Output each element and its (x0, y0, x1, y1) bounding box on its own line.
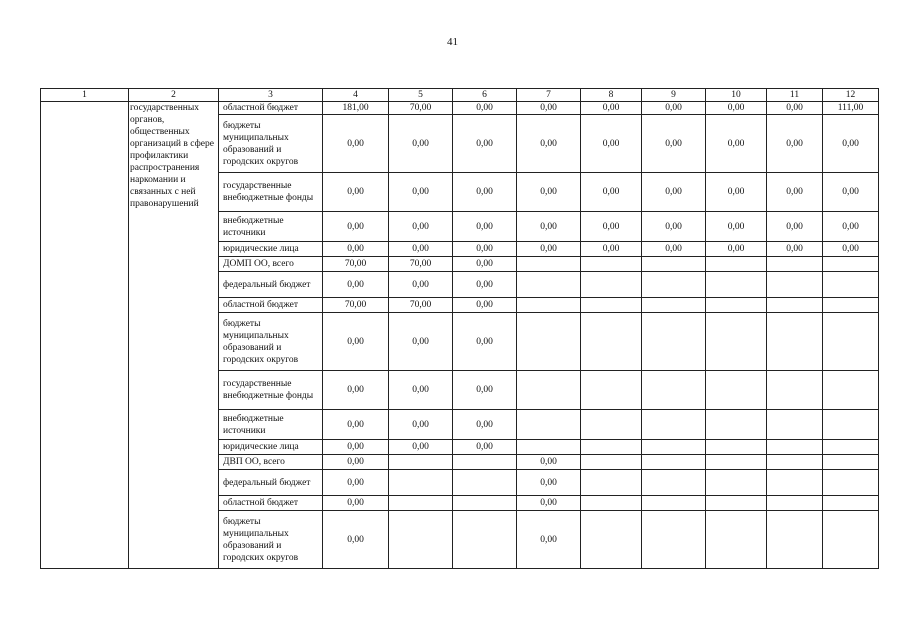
value-cell: 0,00 (323, 212, 389, 242)
value-cell: 111,00 (823, 102, 879, 115)
value-cell: 70,00 (389, 102, 453, 115)
value-cell (767, 440, 823, 455)
column-header: 11 (767, 89, 823, 102)
value-cell: 0,00 (389, 440, 453, 455)
value-cell: 0,00 (323, 455, 389, 470)
value-cell (581, 410, 642, 440)
value-cell (823, 272, 879, 298)
column-header: 2 (129, 89, 219, 102)
value-cell (517, 440, 581, 455)
value-cell (706, 371, 767, 410)
value-cell (823, 496, 879, 511)
value-cell: 0,00 (453, 242, 517, 257)
funding-source-label: областной бюджет (219, 102, 323, 115)
value-cell: 0,00 (823, 173, 879, 212)
value-cell: 0,00 (517, 115, 581, 173)
funding-source-label: государственные внебюджетные фонды (219, 371, 323, 410)
value-cell: 0,00 (581, 212, 642, 242)
value-cell (581, 371, 642, 410)
value-cell (517, 272, 581, 298)
value-cell: 0,00 (823, 115, 879, 173)
value-cell (581, 313, 642, 371)
value-cell: 0,00 (323, 371, 389, 410)
funding-source-label: федеральный бюджет (219, 272, 323, 298)
value-cell: 0,00 (767, 115, 823, 173)
value-cell (642, 371, 706, 410)
funding-source-label: бюджеты муниципальных образований и городских округов (219, 115, 323, 173)
header-row (41, 89, 879, 102)
value-cell: 0,00 (642, 212, 706, 242)
value-cell: 0,00 (323, 496, 389, 511)
measure-description-cell: государственных органов, общественных организаций в сфере профилактики распространения наркомании и связанных с ней правонарушений (129, 102, 219, 569)
value-cell: 70,00 (323, 298, 389, 313)
value-cell (389, 511, 453, 569)
funding-source-label: государственные внебюджетные фонды (219, 173, 323, 212)
value-cell (581, 511, 642, 569)
value-cell: 0,00 (453, 440, 517, 455)
value-cell: 0,00 (581, 173, 642, 212)
value-cell (767, 410, 823, 440)
value-cell: 0,00 (389, 242, 453, 257)
value-cell (389, 455, 453, 470)
value-cell: 0,00 (323, 511, 389, 569)
column-header: 7 (517, 89, 581, 102)
value-cell (642, 313, 706, 371)
value-cell (823, 371, 879, 410)
value-cell: 0,00 (706, 115, 767, 173)
value-cell: 0,00 (323, 115, 389, 173)
page-number: 41 (447, 36, 458, 48)
value-cell (706, 257, 767, 272)
value-cell: 0,00 (453, 102, 517, 115)
value-cell (767, 371, 823, 410)
value-cell: 0,00 (517, 496, 581, 511)
column-header: 3 (219, 89, 323, 102)
value-cell (767, 272, 823, 298)
value-cell: 181,00 (323, 102, 389, 115)
value-cell: 0,00 (823, 242, 879, 257)
value-cell (823, 257, 879, 272)
table-row (41, 102, 879, 115)
value-cell (706, 313, 767, 371)
funding-source-label: юридические лица (219, 242, 323, 257)
value-cell: 0,00 (517, 102, 581, 115)
value-cell (581, 298, 642, 313)
value-cell: 0,00 (323, 313, 389, 371)
value-cell: 0,00 (453, 410, 517, 440)
value-cell (706, 496, 767, 511)
funding-source-label: бюджеты муниципальных образований и городских округов (219, 511, 323, 569)
value-cell: 0,00 (706, 212, 767, 242)
column-header: 10 (706, 89, 767, 102)
value-cell (823, 410, 879, 440)
funding-source-label: областной бюджет (219, 298, 323, 313)
value-cell (706, 470, 767, 496)
value-cell (642, 298, 706, 313)
value-cell (767, 455, 823, 470)
value-cell (767, 511, 823, 569)
value-cell: 0,00 (323, 173, 389, 212)
value-cell: 0,00 (453, 257, 517, 272)
value-cell: 0,00 (767, 173, 823, 212)
funding-source-label: федеральный бюджет (219, 470, 323, 496)
column-header: 5 (389, 89, 453, 102)
value-cell: 0,00 (581, 115, 642, 173)
value-cell: 0,00 (581, 102, 642, 115)
value-cell (642, 440, 706, 455)
column-1-cell (41, 102, 129, 569)
value-cell: 0,00 (642, 102, 706, 115)
value-cell (389, 470, 453, 496)
value-cell (642, 470, 706, 496)
value-cell: 0,00 (706, 102, 767, 115)
value-cell: 0,00 (581, 242, 642, 257)
value-cell: 0,00 (517, 470, 581, 496)
value-cell (767, 313, 823, 371)
value-cell: 70,00 (389, 257, 453, 272)
value-cell (453, 496, 517, 511)
column-header: 6 (453, 89, 517, 102)
column-header: 1 (41, 89, 129, 102)
column-header: 12 (823, 89, 879, 102)
value-cell: 0,00 (453, 212, 517, 242)
value-cell (581, 440, 642, 455)
funding-source-label: ДВП ОО, всего (219, 455, 323, 470)
value-cell: 0,00 (517, 455, 581, 470)
value-cell (642, 511, 706, 569)
value-cell (642, 257, 706, 272)
value-cell: 0,00 (767, 242, 823, 257)
value-cell (706, 410, 767, 440)
value-cell (642, 272, 706, 298)
value-cell: 0,00 (389, 115, 453, 173)
value-cell: 0,00 (517, 173, 581, 212)
value-cell (823, 440, 879, 455)
value-cell: 0,00 (517, 242, 581, 257)
value-cell: 0,00 (823, 212, 879, 242)
value-cell (767, 470, 823, 496)
column-header: 4 (323, 89, 389, 102)
value-cell: 0,00 (453, 298, 517, 313)
value-cell (642, 496, 706, 511)
value-cell (706, 440, 767, 455)
value-cell (453, 455, 517, 470)
value-cell (642, 455, 706, 470)
value-cell: 0,00 (389, 371, 453, 410)
value-cell: 0,00 (323, 470, 389, 496)
value-cell (517, 257, 581, 272)
funding-source-label: ДОМП ОО, всего (219, 257, 323, 272)
value-cell (767, 298, 823, 313)
value-cell (517, 410, 581, 440)
value-cell: 0,00 (389, 313, 453, 371)
value-cell (581, 455, 642, 470)
value-cell: 70,00 (389, 298, 453, 313)
budget-table (40, 88, 879, 569)
value-cell: 0,00 (767, 102, 823, 115)
value-cell (823, 313, 879, 371)
value-cell (823, 511, 879, 569)
value-cell: 0,00 (453, 173, 517, 212)
value-cell (389, 496, 453, 511)
value-cell (581, 496, 642, 511)
value-cell: 0,00 (453, 115, 517, 173)
value-cell: 0,00 (453, 313, 517, 371)
value-cell (581, 272, 642, 298)
value-cell: 0,00 (323, 410, 389, 440)
value-cell (517, 371, 581, 410)
value-cell: 0,00 (389, 272, 453, 298)
value-cell (706, 298, 767, 313)
funding-source-label: внебюджетные источники (219, 410, 323, 440)
value-cell: 0,00 (389, 173, 453, 212)
value-cell: 70,00 (323, 257, 389, 272)
value-cell: 0,00 (642, 242, 706, 257)
value-cell: 0,00 (706, 173, 767, 212)
value-cell: 0,00 (517, 511, 581, 569)
value-cell (642, 410, 706, 440)
funding-source-label: юридические лица (219, 440, 323, 455)
value-cell (581, 470, 642, 496)
funding-source-label: областной бюджет (219, 496, 323, 511)
value-cell (706, 455, 767, 470)
value-cell: 0,00 (453, 371, 517, 410)
value-cell (767, 257, 823, 272)
value-cell: 0,00 (706, 242, 767, 257)
funding-source-label: внебюджетные источники (219, 212, 323, 242)
column-header: 9 (642, 89, 706, 102)
value-cell: 0,00 (642, 115, 706, 173)
value-cell (823, 470, 879, 496)
value-cell (581, 257, 642, 272)
value-cell (453, 511, 517, 569)
value-cell (453, 470, 517, 496)
value-cell: 0,00 (642, 173, 706, 212)
funding-source-label: бюджеты муниципальных образований и городских округов (219, 313, 323, 371)
value-cell (517, 298, 581, 313)
value-cell: 0,00 (453, 272, 517, 298)
value-cell (823, 455, 879, 470)
column-header: 8 (581, 89, 642, 102)
value-cell (706, 511, 767, 569)
value-cell: 0,00 (323, 440, 389, 455)
value-cell: 0,00 (323, 242, 389, 257)
value-cell: 0,00 (767, 212, 823, 242)
value-cell: 0,00 (389, 212, 453, 242)
value-cell (767, 496, 823, 511)
value-cell (517, 313, 581, 371)
value-cell (706, 272, 767, 298)
value-cell: 0,00 (323, 272, 389, 298)
value-cell: 0,00 (517, 212, 581, 242)
value-cell (823, 298, 879, 313)
value-cell: 0,00 (389, 410, 453, 440)
